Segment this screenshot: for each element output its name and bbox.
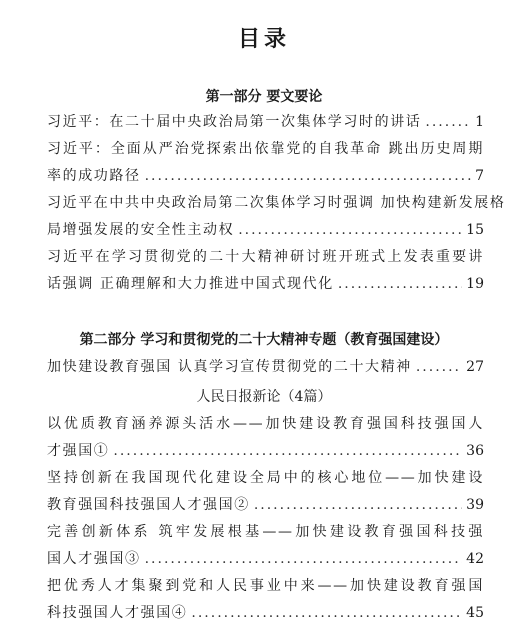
toc-page-number: 15 [466,222,484,238]
dot-leader [425,112,471,132]
toc-sub-entry-1-line-1[interactable] [47,414,484,434]
dot-leader [338,274,462,294]
toc-page-number: 1 [475,114,484,130]
toc-entry-text: 习近平：在二十届中央政治局第一次集体学习时的讲话 [47,114,422,130]
toc-sub-entry-2-line-1[interactable] [47,468,484,488]
toc-sub-entry-3-line-2[interactable] [47,549,484,569]
toc-entry-text: 国人才强国③ [47,551,141,567]
toc-entry-1[interactable] [47,112,484,132]
dot-leader [416,357,462,377]
toc-page-number: 27 [466,359,484,375]
toc-entry-3-line-1[interactable] [47,193,506,213]
toc-sub-entry-3-line-1[interactable] [47,522,484,542]
toc-entry-2-line-2[interactable] [47,166,484,186]
toc-sub-entry-4-line-1[interactable] [47,576,484,596]
toc-entry-5[interactable] [47,357,484,377]
dot-leader [113,441,462,461]
toc-entry-text: 完善创新体系 筑牢发展根基——加快建设教育强国科技强 [47,524,484,540]
toc-entry-text: 话强调 正确理解和大力推进中国式现代化 [47,276,334,292]
page-title: 目录 [237,26,290,52]
dot-leader [145,166,471,186]
part2-heading: 第二部分 学习和贯彻党的二十大精神专题（教育强国建设） [79,332,449,348]
toc-entry-text: 加快建设教育强国 认真学习宣传贯彻党的二十大精神 [47,359,412,375]
toc-sub-entry-4-line-2[interactable] [47,603,484,623]
toc-entry-3-line-2[interactable] [47,220,484,240]
toc-entry-text: 习近平在中共中央政治局第二次集体学习时强调 加快构建新发展格 [47,195,506,211]
toc-entry-text: 习近平：全面从严治党探索出依靠党的自我革命 跳出历史周期 [47,141,484,157]
toc-entry-text: 科技强国人才强国④ [47,605,188,621]
dot-leader [238,220,462,240]
toc-page-number: 45 [466,605,484,621]
part1-heading: 第一部分 要文要论 [205,89,323,105]
toc-page-number: 19 [466,276,484,292]
toc-entry-text: 教育强国科技强国人才强国② [47,497,250,513]
toc-page-number: 36 [466,443,484,459]
toc-page-number: 39 [466,497,484,513]
toc-sub-entry-2-line-2[interactable] [47,495,484,515]
dot-leader [145,549,463,569]
toc-page-number: 7 [475,168,484,184]
toc-page-number: 42 [466,551,484,567]
dot-leader [254,495,462,515]
toc-entry-text: 才强国① [47,443,110,459]
toc-entry-text: 把优秀人才集聚到党和人民事业中来——加快建设教育强国 [47,578,484,594]
toc-entry-4-line-1[interactable] [47,247,484,267]
toc-entry-text: 坚持创新在我国现代化建设全局中的核心地位——加快建设 [47,470,484,486]
toc-entry-2-line-1[interactable] [47,139,484,159]
part2-subheading: 人民日报新论（4篇） [196,389,332,405]
toc-sub-entry-1-line-2[interactable] [47,441,484,461]
dot-leader [191,603,462,623]
toc-entry-4-line-2[interactable] [47,274,484,294]
toc-entry-text: 率的成功路径 [47,168,141,184]
toc-entry-text: 习近平在学习贯彻党的二十大精神研讨班开班式上发表重要讲 [47,249,484,265]
toc-entry-text: 以优质教育涵养源头活水——加快建设教育强国科技强国人 [47,416,484,432]
toc-entry-text: 局增强发展的安全性主动权 [47,222,235,238]
